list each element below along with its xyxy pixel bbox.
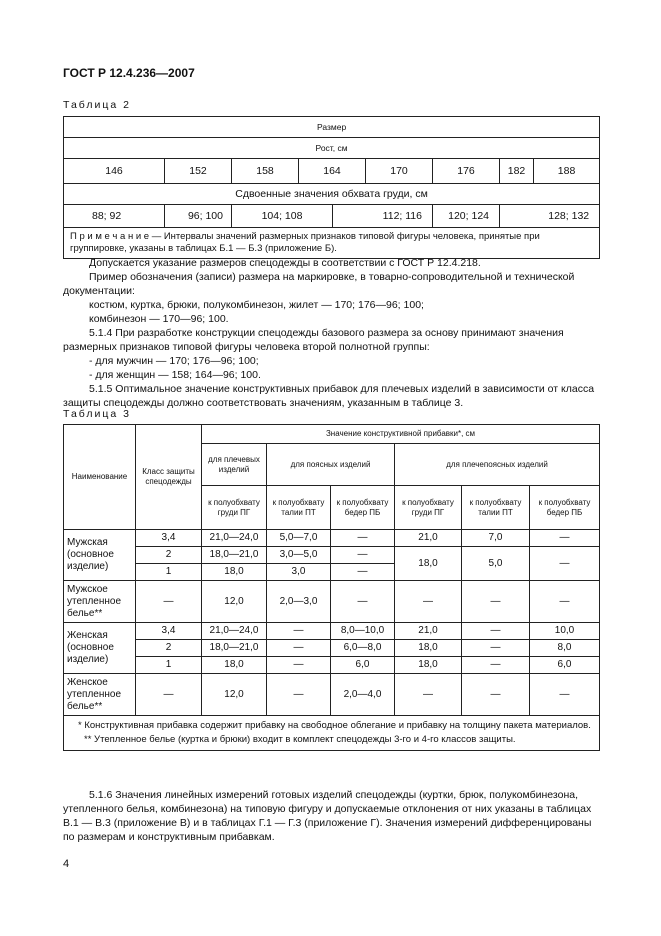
- table2-note: П р и м е ч а н и е — Интервалы значений размерных признаков типовой фигуры человека, принятые при группировке, указаны в таблицах Б.1 — Б.3 (приложение Б).: [64, 228, 600, 259]
- table-cell: 2: [136, 640, 202, 657]
- table-cell: 3,0: [267, 564, 331, 581]
- table-cell: 18,0: [395, 640, 462, 657]
- table-cell: 3,4: [136, 623, 202, 640]
- size-header: Размер: [64, 117, 600, 138]
- table-cell: —: [331, 547, 395, 564]
- chest-cell: 120; 124: [433, 205, 500, 228]
- height-cell: 164: [299, 159, 366, 184]
- table-cell: 18,0—21,0: [202, 640, 267, 657]
- paragraph: Пример обозначения (записи) размера на маркировке, в товарно-сопроводительной и технической документации:: [63, 271, 575, 297]
- paragraph: 5.1.6 Значения линейных измерений готовых изделий спецодежды (куртки, брюк, полукомбинезона, утепленного белья, комбинезона) на типовую фигуру и допускаемые отклонения от них указаны в таблицах В.1 — В.3 (приложение В) и в таблицах Г.1 — Г.3 (приложение Г). Значения измерений дифференцированы по размерам и конструктивным прибавкам.: [63, 789, 592, 843]
- table-cell: 5,0: [462, 547, 530, 581]
- table-cell: —: [530, 674, 600, 716]
- table-cell: 2,0—4,0: [331, 674, 395, 716]
- table-cell: 18,0: [395, 547, 462, 581]
- table-cell: —: [331, 581, 395, 623]
- table-cell: 2,0—3,0: [267, 581, 331, 623]
- group-waist-header: для поясных изделий: [267, 444, 395, 486]
- sub-header: к полуобхвату бедер ПБ: [331, 486, 395, 530]
- row-name-male-warm: Мужское утепленное белье**: [64, 581, 136, 623]
- table3-footnotes: [64, 716, 600, 751]
- row-name-female-warm: Женское утепленное белье**: [64, 674, 136, 716]
- footnote-1: * Конструктивная прибавка содержит прибавку на свободное облегание и прибавку на толщину пакета материалов.: [78, 720, 591, 731]
- height-cell: 146: [64, 159, 165, 184]
- chest-cell: 104; 108: [232, 205, 333, 228]
- height-cell: 158: [232, 159, 299, 184]
- table-cell: —: [462, 674, 530, 716]
- paragraphs-block-2: [63, 788, 599, 844]
- chest-cell: 88; 92: [64, 205, 165, 228]
- paragraph: Допускается указание размеров спецодежды в соответствии с ГОСТ Р 12.4.218.: [89, 257, 481, 269]
- chest-cell: 128; 132: [500, 205, 600, 228]
- sub-header: к полуобхвату талии ПТ: [462, 486, 530, 530]
- height-cell: 170: [366, 159, 433, 184]
- table-cell: 8,0: [530, 640, 600, 657]
- height-header: Рост, см: [64, 138, 600, 159]
- page-number: 4: [63, 858, 70, 870]
- paragraph: - для мужчин — 170; 176—96; 100;: [89, 355, 259, 367]
- chest-cell: 112; 116: [333, 205, 433, 228]
- table3: [63, 424, 600, 751]
- table-cell: 6,0: [530, 657, 600, 674]
- paragraphs-block-1: [63, 256, 599, 410]
- table-cell: 6,0—8,0: [331, 640, 395, 657]
- table-cell: —: [395, 674, 462, 716]
- table3-caption: Таблица 3: [63, 408, 131, 420]
- table-cell: 3,4: [136, 530, 202, 547]
- chest-cell: 96; 100: [165, 205, 232, 228]
- sub-header: к полуобхвату груди ПГ: [202, 486, 267, 530]
- table-cell: —: [136, 581, 202, 623]
- paragraph: 5.1.4 При разработке конструкции спецодежды базового размера за основу принимают значения размерных признаков типовой фигуры человека второй полнотной группы:: [63, 327, 564, 353]
- col-class-header: Класс защиты спецодежды: [136, 425, 202, 530]
- chest-header: Сдвоенные значения обхвата груди, см: [64, 184, 600, 205]
- height-cell: 176: [433, 159, 500, 184]
- table-cell: 18,0: [202, 657, 267, 674]
- group-shoulder-header: для плечевых изделий: [202, 444, 267, 486]
- table-cell: —: [267, 640, 331, 657]
- row-name-male: Мужская (основное изделие): [64, 530, 136, 581]
- row-name-female: Женская (основное изделие): [64, 623, 136, 674]
- table-cell: 21,0—24,0: [202, 530, 267, 547]
- table2: [63, 116, 600, 259]
- table-cell: 18,0—21,0: [202, 547, 267, 564]
- table-cell: 1: [136, 564, 202, 581]
- table-cell: —: [530, 530, 600, 547]
- paragraph: 5.1.5 Оптимальное значение конструктивных прибавок для плечевых изделий в зависимости от класса защиты спецодежды должно соответствовать значениям, указанным в таблице 3.: [63, 383, 595, 409]
- sub-header: к полуобхвату талии ПТ: [267, 486, 331, 530]
- table-cell: 1: [136, 657, 202, 674]
- table-cell: —: [462, 623, 530, 640]
- height-cell: 152: [165, 159, 232, 184]
- table-cell: 8,0—10,0: [331, 623, 395, 640]
- table-cell: 21,0: [395, 623, 462, 640]
- col-name-header: Наименование: [64, 425, 136, 530]
- table2-caption: Таблица 2: [63, 99, 131, 111]
- table-cell: 2: [136, 547, 202, 564]
- table-cell: 21,0—24,0: [202, 623, 267, 640]
- table-cell: —: [331, 564, 395, 581]
- height-cell: 188: [534, 159, 600, 184]
- table-cell: —: [395, 581, 462, 623]
- table-cell: 3,0—5,0: [267, 547, 331, 564]
- table-cell: 21,0: [395, 530, 462, 547]
- height-cell: 182: [500, 159, 534, 184]
- value-header: Значение конструктивной прибавки*, см: [202, 425, 600, 444]
- table-cell: 5,0—7,0: [267, 530, 331, 547]
- paragraph: - для женщин — 158; 164—96; 100.: [89, 369, 261, 381]
- table-cell: —: [530, 581, 600, 623]
- table-cell: —: [462, 581, 530, 623]
- paragraph: комбинезон — 170—96; 100.: [89, 313, 229, 325]
- table-cell: —: [267, 674, 331, 716]
- table-cell: —: [136, 674, 202, 716]
- table-cell: —: [267, 657, 331, 674]
- table-cell: 6,0: [331, 657, 395, 674]
- table-cell: —: [267, 623, 331, 640]
- table-cell: 12,0: [202, 581, 267, 623]
- table-cell: 12,0: [202, 674, 267, 716]
- document-header: ГОСТ Р 12.4.236—2007: [63, 66, 195, 80]
- sub-header: к полуобхвату груди ПГ: [395, 486, 462, 530]
- group-combined-header: для плечепоясных изделий: [395, 444, 600, 486]
- table-cell: 18,0: [202, 564, 267, 581]
- table-cell: 10,0: [530, 623, 600, 640]
- table-cell: —: [331, 530, 395, 547]
- table-cell: —: [462, 657, 530, 674]
- table-cell: —: [530, 547, 600, 581]
- sub-header: к полуобхвату бедер ПБ: [530, 486, 600, 530]
- table-cell: 7,0: [462, 530, 530, 547]
- paragraph: костюм, куртка, брюки, полукомбинезон, жилет — 170; 176—96; 100;: [89, 299, 424, 311]
- table-cell: 18,0: [395, 657, 462, 674]
- footnote-2: ** Утепленное белье (куртка и брюки) входит в комплект спецодежды 3-го и 4-го классов защиты.: [84, 734, 516, 745]
- table-cell: —: [462, 640, 530, 657]
